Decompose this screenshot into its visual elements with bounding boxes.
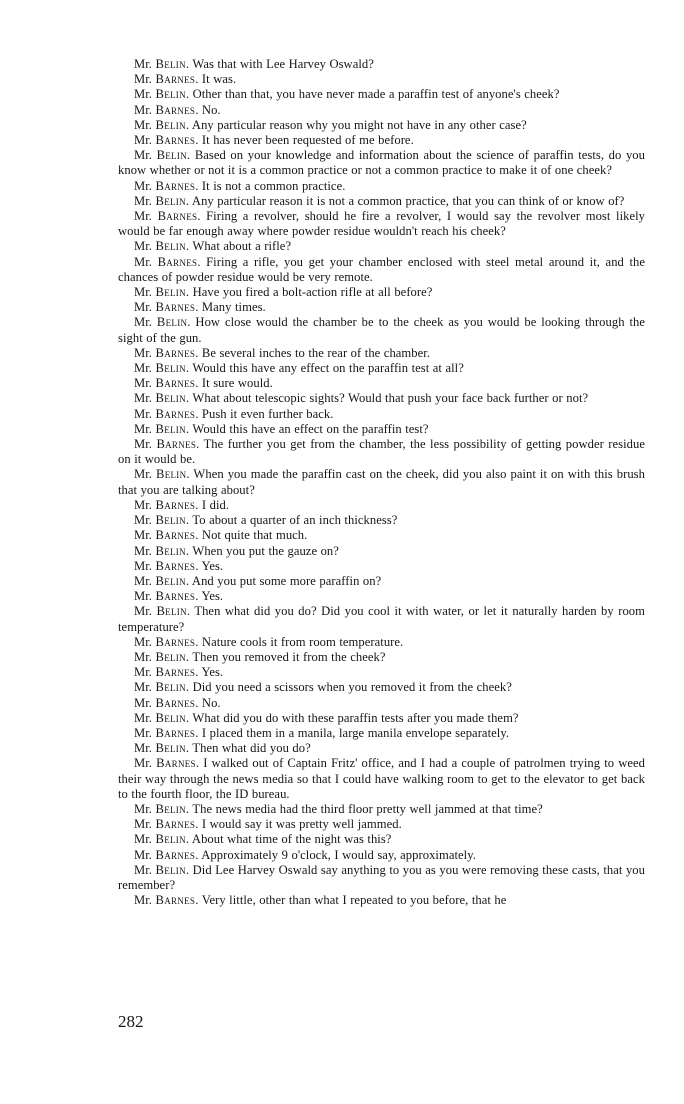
testimony-text: Then what did you do? Did you cool it with water, or let it naturally harden by room temperature? <box>118 604 645 634</box>
testimony-paragraph: Mr. Belin. Any particular reason it is not a common practice, that you can think of or know of? <box>134 193 625 208</box>
speaker-title: Mr. <box>134 285 152 300</box>
speaker-title: Mr. <box>134 102 152 117</box>
speaker-title: Mr. <box>134 57 152 71</box>
testimony-text: Push it even further back. <box>201 406 334 421</box>
speaker-name: Belin <box>156 315 188 330</box>
testimony-text: It was. <box>201 72 237 87</box>
testimony-text: Nature cools it from room temperature. <box>201 634 404 649</box>
testimony-paragraph: Mr. Barnes. Yes. <box>134 558 224 573</box>
speaker-name: Barnes <box>155 665 196 680</box>
testimony-text: Yes. <box>201 665 224 680</box>
testimony-paragraph: Mr. Belin. To about a quarter of an inch thickness? <box>134 513 398 528</box>
speaker-name: Belin <box>155 801 186 816</box>
testimony-paragraph: Mr. Belin. Then what did you do? Did you cool it with water, or let it naturally harden by room temperature? <box>118 604 645 634</box>
testimony-paragraph: Mr. Belin. Then what did you do? <box>134 741 311 756</box>
testimony-paragraph: Mr. Belin. Other than that, you have never made a paraffin test of anyone's cheek? <box>134 87 560 102</box>
speaker-title: Mr. <box>134 148 152 163</box>
testimony-text: It has never been requested of me before. <box>201 133 414 148</box>
testimony-paragraph: Mr. Barnes. I would say it was pretty well jammed. <box>134 817 402 832</box>
testimony-text: Firing a rifle, you get your chamber enclosed with steel metal around it, and the chances of powder residue would be very remote. <box>118 254 645 284</box>
speaker-name: Belin <box>155 710 186 725</box>
speaker-title: Mr. <box>134 589 152 604</box>
speaker-name: Belin <box>155 239 186 254</box>
speaker-name: Barnes <box>155 847 196 862</box>
speaker-title: Mr. <box>134 817 152 832</box>
testimony-paragraph: Mr. Barnes. I placed them in a manila, large manila envelope separately. <box>134 725 510 740</box>
speaker-title: Mr. <box>134 239 152 254</box>
testimony-paragraph: Mr. Belin. Would this have an effect on the paraffin test? <box>134 421 429 436</box>
speaker-title: Mr. <box>134 756 152 771</box>
speaker-name: Belin <box>155 513 186 528</box>
speaker-name: Belin <box>155 57 186 71</box>
speaker-name: Barnes <box>155 558 196 573</box>
speaker-name: Belin <box>155 391 186 406</box>
speaker-title: Mr. <box>134 604 152 619</box>
speaker-title: Mr. <box>134 178 152 193</box>
speaker-title: Mr. <box>134 528 152 543</box>
speaker-name: Barnes <box>155 102 196 117</box>
testimony-paragraph: Mr. Belin. Then you removed it from the cheek? <box>134 649 386 664</box>
testimony-paragraph: Mr. Barnes. I walked out of Captain Fritz' office, and I had a couple of patrolmen trying to weed their way through the news media so that I could have walking room to get to the elevator to get back to the fourth floor, the ID bureau. <box>118 756 646 801</box>
testimony-text: Then you removed it from the cheek? <box>192 649 386 664</box>
testimony-paragraph: Mr. Belin. Did Lee Harvey Oswald say anything to you as you were removing these casts, that you remember? <box>118 862 646 892</box>
testimony-text: It sure would. <box>201 376 273 391</box>
testimony-text: Many times. <box>201 300 266 315</box>
testimony-paragraph: Mr. Barnes. The further you get from the chamber, the less possibility of getting powder residue on it would be. <box>118 437 646 467</box>
testimony-text: No. <box>201 102 221 117</box>
testimony-paragraph: Mr. Barnes. No. <box>134 102 221 117</box>
speaker-title: Mr. <box>134 680 152 695</box>
speaker-name: Barnes <box>155 72 196 87</box>
speaker-name: Barnes <box>157 254 198 269</box>
testimony-text: It is not a common practice. <box>201 178 346 193</box>
speaker-name: Barnes <box>157 209 198 224</box>
testimony-paragraph: Mr. Belin. Did you need a scissors when you removed it from the cheek? <box>134 680 512 695</box>
speaker-title: Mr. <box>134 72 152 87</box>
testimony-paragraph: Mr. Barnes. Many times. <box>134 300 266 315</box>
speaker-title: Mr. <box>134 315 152 330</box>
testimony-text: Would this have an effect on the paraffin test? <box>192 421 429 436</box>
speaker-title: Mr. <box>134 361 152 376</box>
speaker-name: Belin <box>155 87 186 102</box>
testimony-paragraph: Mr. Belin. Have you fired a bolt-action rifle at all before? <box>134 285 433 300</box>
testimony-paragraph: Mr. Belin. What about telescopic sights? Would that push your face back further or not? <box>134 391 589 406</box>
speaker-name: Belin <box>155 573 186 588</box>
testimony-text: I walked out of Captain Fritz' office, and I had a couple of patrolmen trying to weed their way through the news media so that I could have walking room to get to the elevator to get back to the fourth floor, the ID bureau. <box>118 756 646 801</box>
testimony-text: When you put the gauze on? <box>192 543 339 558</box>
speaker-name: Belin <box>155 543 186 558</box>
speaker-name: Barnes <box>155 725 196 740</box>
testimony-paragraph: Mr. Barnes. Very little, other than what I repeated to you before, that he <box>134 893 507 908</box>
testimony-text: Any particular reason why you might not have in any other case? <box>191 117 527 132</box>
speaker-name: Belin <box>155 832 186 847</box>
speaker-title: Mr. <box>134 543 152 558</box>
speaker-title: Mr. <box>134 133 152 148</box>
speaker-title: Mr. <box>134 209 152 224</box>
testimony-text: Was that with Lee Harvey Oswald? <box>192 57 374 71</box>
testimony-paragraph: Mr. Barnes. Not quite that much. <box>134 528 308 543</box>
testimony-text: To about a quarter of an inch thickness? <box>192 513 398 528</box>
speaker-name: Belin <box>156 467 187 482</box>
speaker-title: Mr. <box>134 832 152 847</box>
speaker-name: Belin <box>155 117 186 132</box>
speaker-title: Mr. <box>134 847 152 862</box>
testimony-paragraph: Mr. Barnes. Be several inches to the rear of the chamber. <box>134 345 431 360</box>
testimony-paragraph: Mr. Barnes. I did. <box>134 497 230 512</box>
speaker-name: Barnes <box>155 817 196 832</box>
testimony-paragraph: Mr. Barnes. It was. <box>134 72 237 87</box>
testimony-text: Very little, other than what I repeated to you before, that he <box>201 893 507 908</box>
testimony-text: Did Lee Harvey Oswald say anything to you as you were removing these casts, that you remember? <box>118 862 646 892</box>
testimony-text: And you put some more paraffin on? <box>191 573 382 588</box>
speaker-title: Mr. <box>134 406 152 421</box>
testimony-text: I would say it was pretty well jammed. <box>201 817 402 832</box>
testimony-text: Yes. <box>201 589 224 604</box>
speaker-name: Belin <box>155 361 186 376</box>
speaker-title: Mr. <box>134 558 152 573</box>
testimony-paragraph: Mr. Belin. Any particular reason why you might not have in any other case? <box>134 117 527 132</box>
testimony-text: Firing a revolver, should he fire a revolver, I would say the revolver most likely would be far enough away where powder residue wouldn't reach his cheek? <box>118 209 645 239</box>
testimony-text: Be several inches to the rear of the chamber. <box>201 345 431 360</box>
speaker-name: Barnes <box>155 589 196 604</box>
testimony-paragraph: Mr. Barnes. Yes. <box>134 665 224 680</box>
speaker-title: Mr. <box>134 376 152 391</box>
speaker-title: Mr. <box>134 437 152 452</box>
speaker-title: Mr. <box>134 649 152 664</box>
testimony-paragraph: Mr. Barnes. Push it even further back. <box>134 406 334 421</box>
testimony-text: The news media had the third floor pretty well jammed at that time? <box>192 801 543 816</box>
testimony-paragraph: Mr. Belin. When you put the gauze on? <box>134 543 339 558</box>
testimony-paragraph: Mr. Belin. What did you do with these paraffin tests after you made them? <box>134 710 519 725</box>
speaker-name: Barnes <box>155 695 196 710</box>
testimony-text: Have you fired a bolt-action rifle at all before? <box>192 285 433 300</box>
testimony-paragraph: Mr. Belin. The news media had the third floor pretty well jammed at that time? <box>134 801 543 816</box>
testimony-text: What about telescopic sights? Would that push your face back further or not? <box>192 391 589 406</box>
speaker-name: Belin <box>155 649 186 664</box>
speaker-title: Mr. <box>134 741 152 756</box>
speaker-title: Mr. <box>134 862 152 877</box>
speaker-title: Mr. <box>134 893 152 908</box>
speaker-name: Belin <box>155 193 186 208</box>
speaker-title: Mr. <box>134 513 152 528</box>
speaker-title: Mr. <box>134 634 152 649</box>
speaker-name: Belin <box>156 604 187 619</box>
testimony-text: No. <box>201 695 221 710</box>
speaker-name: Barnes <box>156 756 196 771</box>
speaker-name: Belin <box>155 862 186 877</box>
speaker-name: Barnes <box>155 893 196 908</box>
testimony-text: Approximately 9 o'clock, I would say, approximately. <box>201 847 476 862</box>
speaker-title: Mr. <box>134 345 152 360</box>
speaker-title: Mr. <box>134 300 152 315</box>
speaker-title: Mr. <box>134 421 152 436</box>
testimony-paragraph: Mr. Barnes. No. <box>134 695 221 710</box>
speaker-name: Barnes <box>155 497 196 512</box>
testimony-paragraph: Mr. Barnes. It has never been requested of me before. <box>134 133 414 148</box>
testimony-text: The further you get from the chamber, the less possibility of getting powder residue on it would be. <box>118 437 646 467</box>
speaker-name: Barnes <box>155 345 196 360</box>
testimony-paragraph: Mr. Belin. And you put some more paraffin on? <box>134 573 382 588</box>
testimony-paragraph: Mr. Belin. How close would the chamber be to the cheek as you would be looking through the sight of the gun. <box>118 315 645 345</box>
testimony-text: I placed them in a manila, large manila envelope separately. <box>201 725 510 740</box>
speaker-name: Belin <box>155 421 186 436</box>
testimony-text: Did you need a scissors when you removed it from the cheek? <box>192 680 512 695</box>
speaker-name: Belin <box>155 680 186 695</box>
testimony-text: How close would the chamber be to the cheek as you would be looking through the sight of the gun. <box>118 315 645 345</box>
page-number: 282 <box>118 1012 144 1031</box>
speaker-title: Mr. <box>134 193 152 208</box>
testimony-text: When you made the paraffin cast on the cheek, did you also paint it on with this brush that you are talking about? <box>118 467 645 497</box>
testimony-text: What did you do with these paraffin tests after you made them? <box>192 710 519 725</box>
speaker-title: Mr. <box>134 665 152 680</box>
speaker-title: Mr. <box>134 710 152 725</box>
speaker-title: Mr. <box>134 391 152 406</box>
speaker-name: Barnes <box>156 437 197 452</box>
testimony-paragraph: Mr. Belin. Based on your knowledge and information about the science of paraffin tests, do you know whether or not it is a common practice or not a common practice to make it of one cheek? <box>118 148 645 178</box>
speaker-title: Mr. <box>134 725 152 740</box>
speaker-name: Barnes <box>155 528 196 543</box>
transcript-page <box>118 57 645 908</box>
speaker-title: Mr. <box>134 801 152 816</box>
testimony-text: Then what did you do? <box>192 741 311 756</box>
testimony-text: Based on your knowledge and information about the science of paraffin tests, do you know whether or not it is a common practice or not a common practice to make it of one cheek? <box>118 148 645 178</box>
testimony-text: Yes. <box>201 558 224 573</box>
speaker-name: Belin <box>156 148 188 163</box>
speaker-title: Mr. <box>134 467 152 482</box>
testimony-text: Any particular reason it is not a common practice, that you can think of or know of? <box>191 193 625 208</box>
testimony-paragraph: Mr. Barnes. Approximately 9 o'clock, I would say, approximately. <box>134 847 476 862</box>
speaker-title: Mr. <box>134 254 152 269</box>
testimony-paragraph: Mr. Barnes. Nature cools it from room temperature. <box>134 634 404 649</box>
speaker-name: Belin <box>155 285 186 300</box>
testimony-paragraph: Mr. Belin. Would this have any effect on the paraffin test at all? <box>134 361 464 376</box>
speaker-name: Barnes <box>155 376 196 391</box>
testimony-paragraph: Mr. Belin. Was that with Lee Harvey Oswald? <box>134 57 374 71</box>
testimony-paragraph: Mr. Belin. About what time of the night was this? <box>134 832 392 847</box>
speaker-title: Mr. <box>134 117 152 132</box>
speaker-title: Mr. <box>134 497 152 512</box>
testimony-paragraph: Mr. Barnes. Firing a rifle, you get your chamber enclosed with steel metal around it, and the chances of powder residue would be very remote. <box>118 254 645 284</box>
speaker-name: Barnes <box>155 406 196 421</box>
speaker-name: Barnes <box>155 178 196 193</box>
speaker-name: Belin <box>155 741 186 756</box>
speaker-name: Barnes <box>155 634 196 649</box>
testimony-paragraph: Mr. Barnes. Firing a revolver, should he fire a revolver, I would say the revolver most likely would be far enough away where powder residue wouldn't reach his cheek? <box>118 209 645 239</box>
testimony-paragraph: Mr. Belin. What about a rifle? <box>134 239 292 254</box>
testimony-text: Other than that, you have never made a paraffin test of anyone's cheek? <box>192 87 560 102</box>
testimony-paragraph: Mr. Barnes. It is not a common practice. <box>134 178 346 193</box>
speaker-name: Barnes <box>155 133 196 148</box>
speaker-name: Barnes <box>155 300 196 315</box>
speaker-title: Mr. <box>134 695 152 710</box>
testimony-text: Not quite that much. <box>201 528 308 543</box>
speaker-title: Mr. <box>134 87 152 102</box>
testimony-paragraph: Mr. Belin. When you made the paraffin cast on the cheek, did you also paint it on with this brush that you are talking about? <box>118 467 645 497</box>
testimony-paragraph: Mr. Barnes. Yes. <box>134 589 224 604</box>
testimony-text: Would this have any effect on the paraffin test at all? <box>192 361 464 376</box>
testimony-text: About what time of the night was this? <box>191 832 392 847</box>
testimony-transcript <box>118 57 645 908</box>
testimony-text: I did. <box>201 497 230 512</box>
testimony-text: What about a rifle? <box>192 239 292 254</box>
testimony-paragraph: Mr. Barnes. It sure would. <box>134 376 273 391</box>
speaker-title: Mr. <box>134 573 152 588</box>
